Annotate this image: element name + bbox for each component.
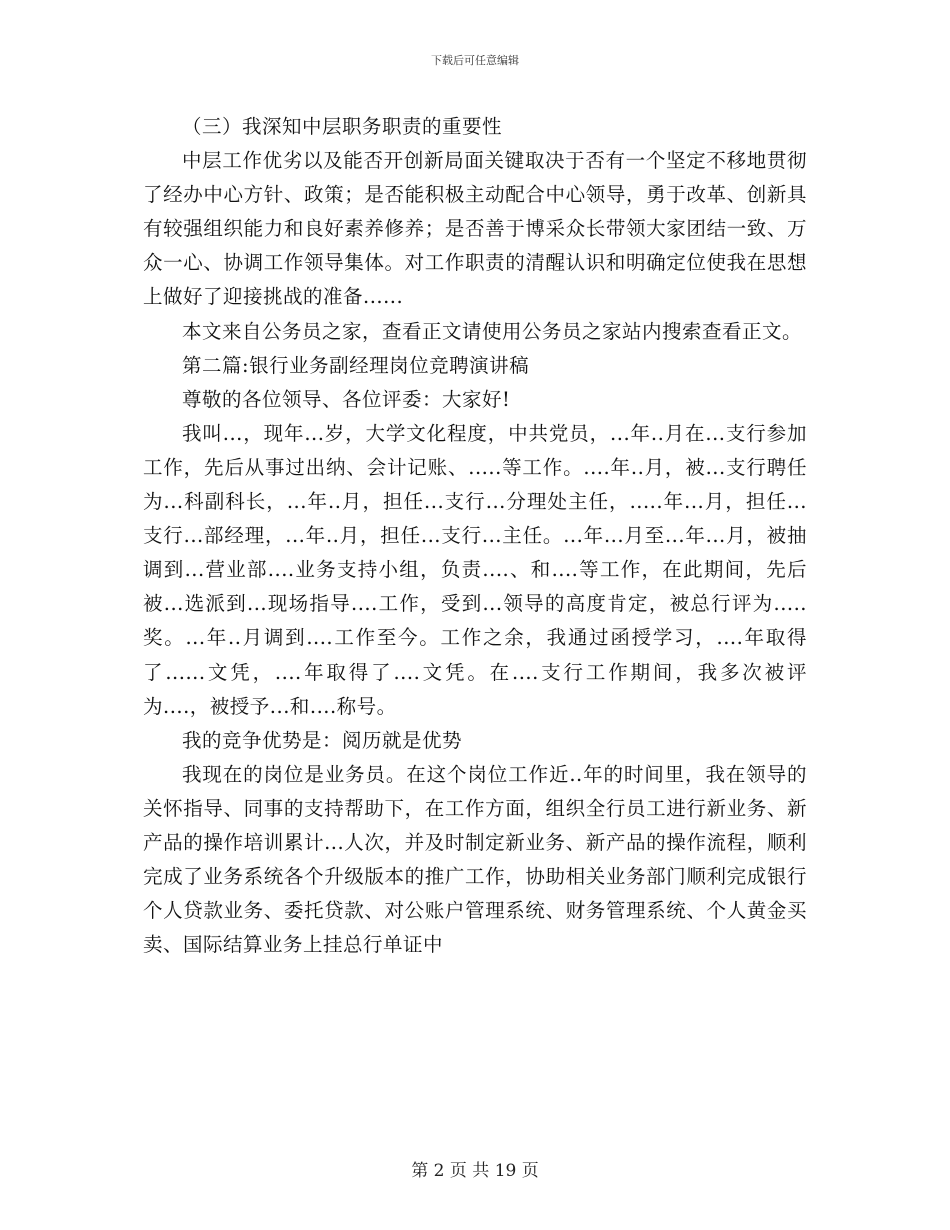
paragraph: 我叫...，现年...岁，大学文化程度，中共党员，...年..月在...支行参加工作，先后从事过出纳、会计记账、.....等工作。....年..月，被...支行聘任为...科副科长，...年..月，担任...支行...分理处主任，.....年...月，担任...支行...部经理，...年..月，担任...支行...主任。...年...月至...年...月，被抽调到...营业部....业务支持小组，负责....、和....等工作，在此期间，先后被...选派到...现场指导....工作，受到...领导的高度肯定，被总行评为.....奖。...年..月调到....工作至今。工作之余，我通过函授学习，....年取得了......文凭，....年取得了....文凭。在....支行工作期间，我多次被评为....，被授予...和....称号。 [143, 421, 807, 718]
section-heading: （三）我深知中层职务职责的重要性 [182, 115, 503, 138]
paragraph: 我现在的岗位是业务员。在这个岗位工作近..年的时间里，我在领导的关怀指导、同事的支持帮助下，在工作方面，组织全行员工进行新业务、新产品的操作培训累计...人次，并及时制定新业务、新产品的操作流程，顺利完成了业务系统各个升级版本的推广工作，协助相关业务部门顺利完成银行个人贷款业务、委托贷款、对公账户管理系统、财务管理系统、个人黄金买卖、国际结算业务上挂总行单证中 [143, 762, 807, 957]
salutation: 尊敬的各位领导、各位评委：大家好! [182, 387, 511, 411]
page-header: 下载后可任意编辑 [431, 54, 519, 67]
paragraph: 本文来自公务员之家，查看正文请使用公务员之家站内搜索查看正文。 [182, 319, 803, 343]
paragraph: 中层工作优劣以及能否开创新局面关键取决于否有一个坚定不移地贯彻了经办中心方针、政策；是否能积极主动配合中心领导，勇于改革、创新具有较强组织能力和良好素养修养；是否善于博采众长带领大家团结一致、万众一心、协调工作领导集体。对工作职责的清醒认识和明确定位使我在思想上做好了迎接挑战的准备...... [143, 149, 807, 309]
article-title: 第二篇:银行业务副经理岗位竞聘演讲稿 [182, 353, 530, 377]
page-number: 第 2 页 共 19 页 [411, 1161, 539, 1181]
subheading: 我的竞争优势是：阅历就是优势 [182, 728, 463, 752]
document-body [143, 110, 807, 962]
